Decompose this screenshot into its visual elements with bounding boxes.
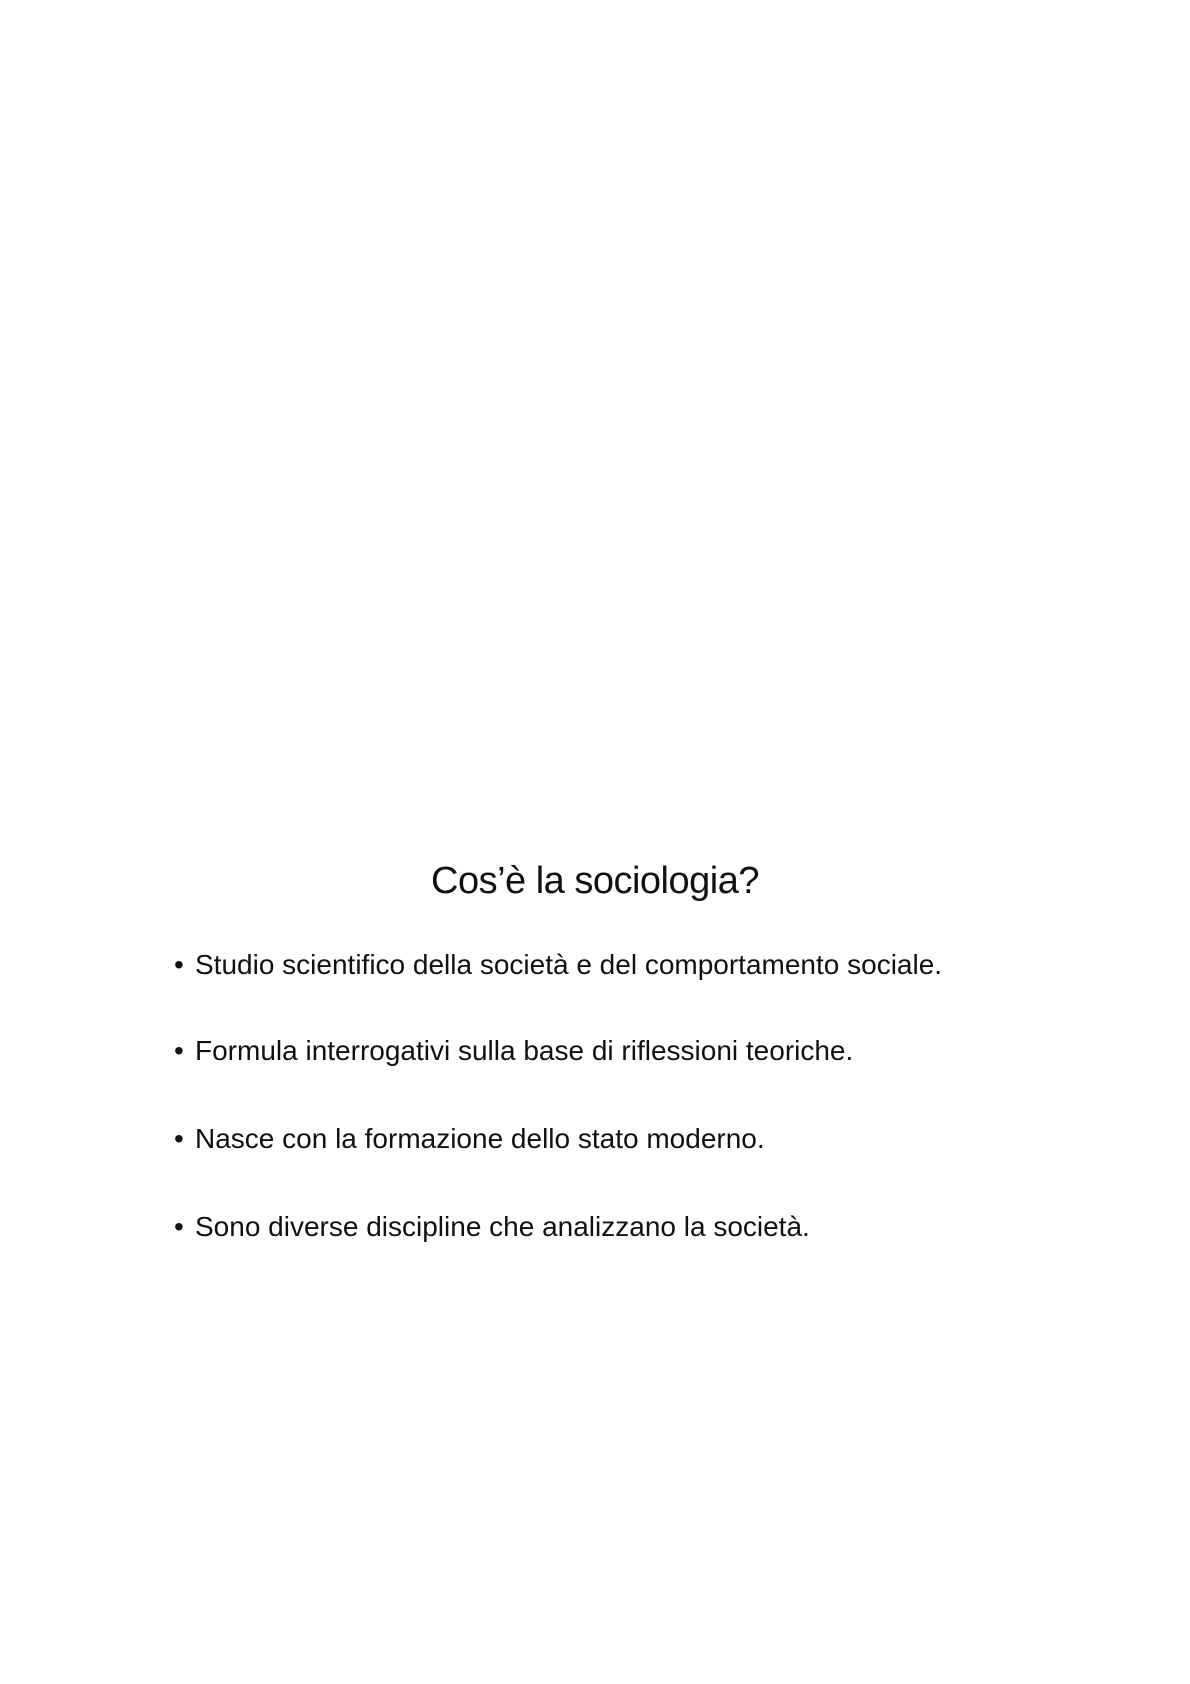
bullet-icon: • [174, 1211, 184, 1242]
bullet-item [174, 948, 1044, 982]
bullet-text: Nasce con la formazione dello stato moderno. [195, 1123, 765, 1154]
bullet-item [174, 1122, 1044, 1156]
bullet-item [174, 1210, 1044, 1244]
bullet-item [174, 1034, 1044, 1068]
bullet-text: Studio scientifico della società e del comportamento sociale. [195, 949, 943, 980]
bullet-icon: • [174, 1123, 184, 1154]
page-title: Cos’è la sociologia? [431, 860, 759, 902]
bullet-icon: • [174, 1035, 184, 1066]
bullet-text: Formula interrogativi sulla base di riflessioni teoriche. [195, 1035, 854, 1066]
bullet-text: Sono diverse discipline che analizzano la società. [195, 1211, 810, 1242]
bullet-list [174, 948, 1044, 1244]
bullet-icon: • [174, 949, 184, 980]
